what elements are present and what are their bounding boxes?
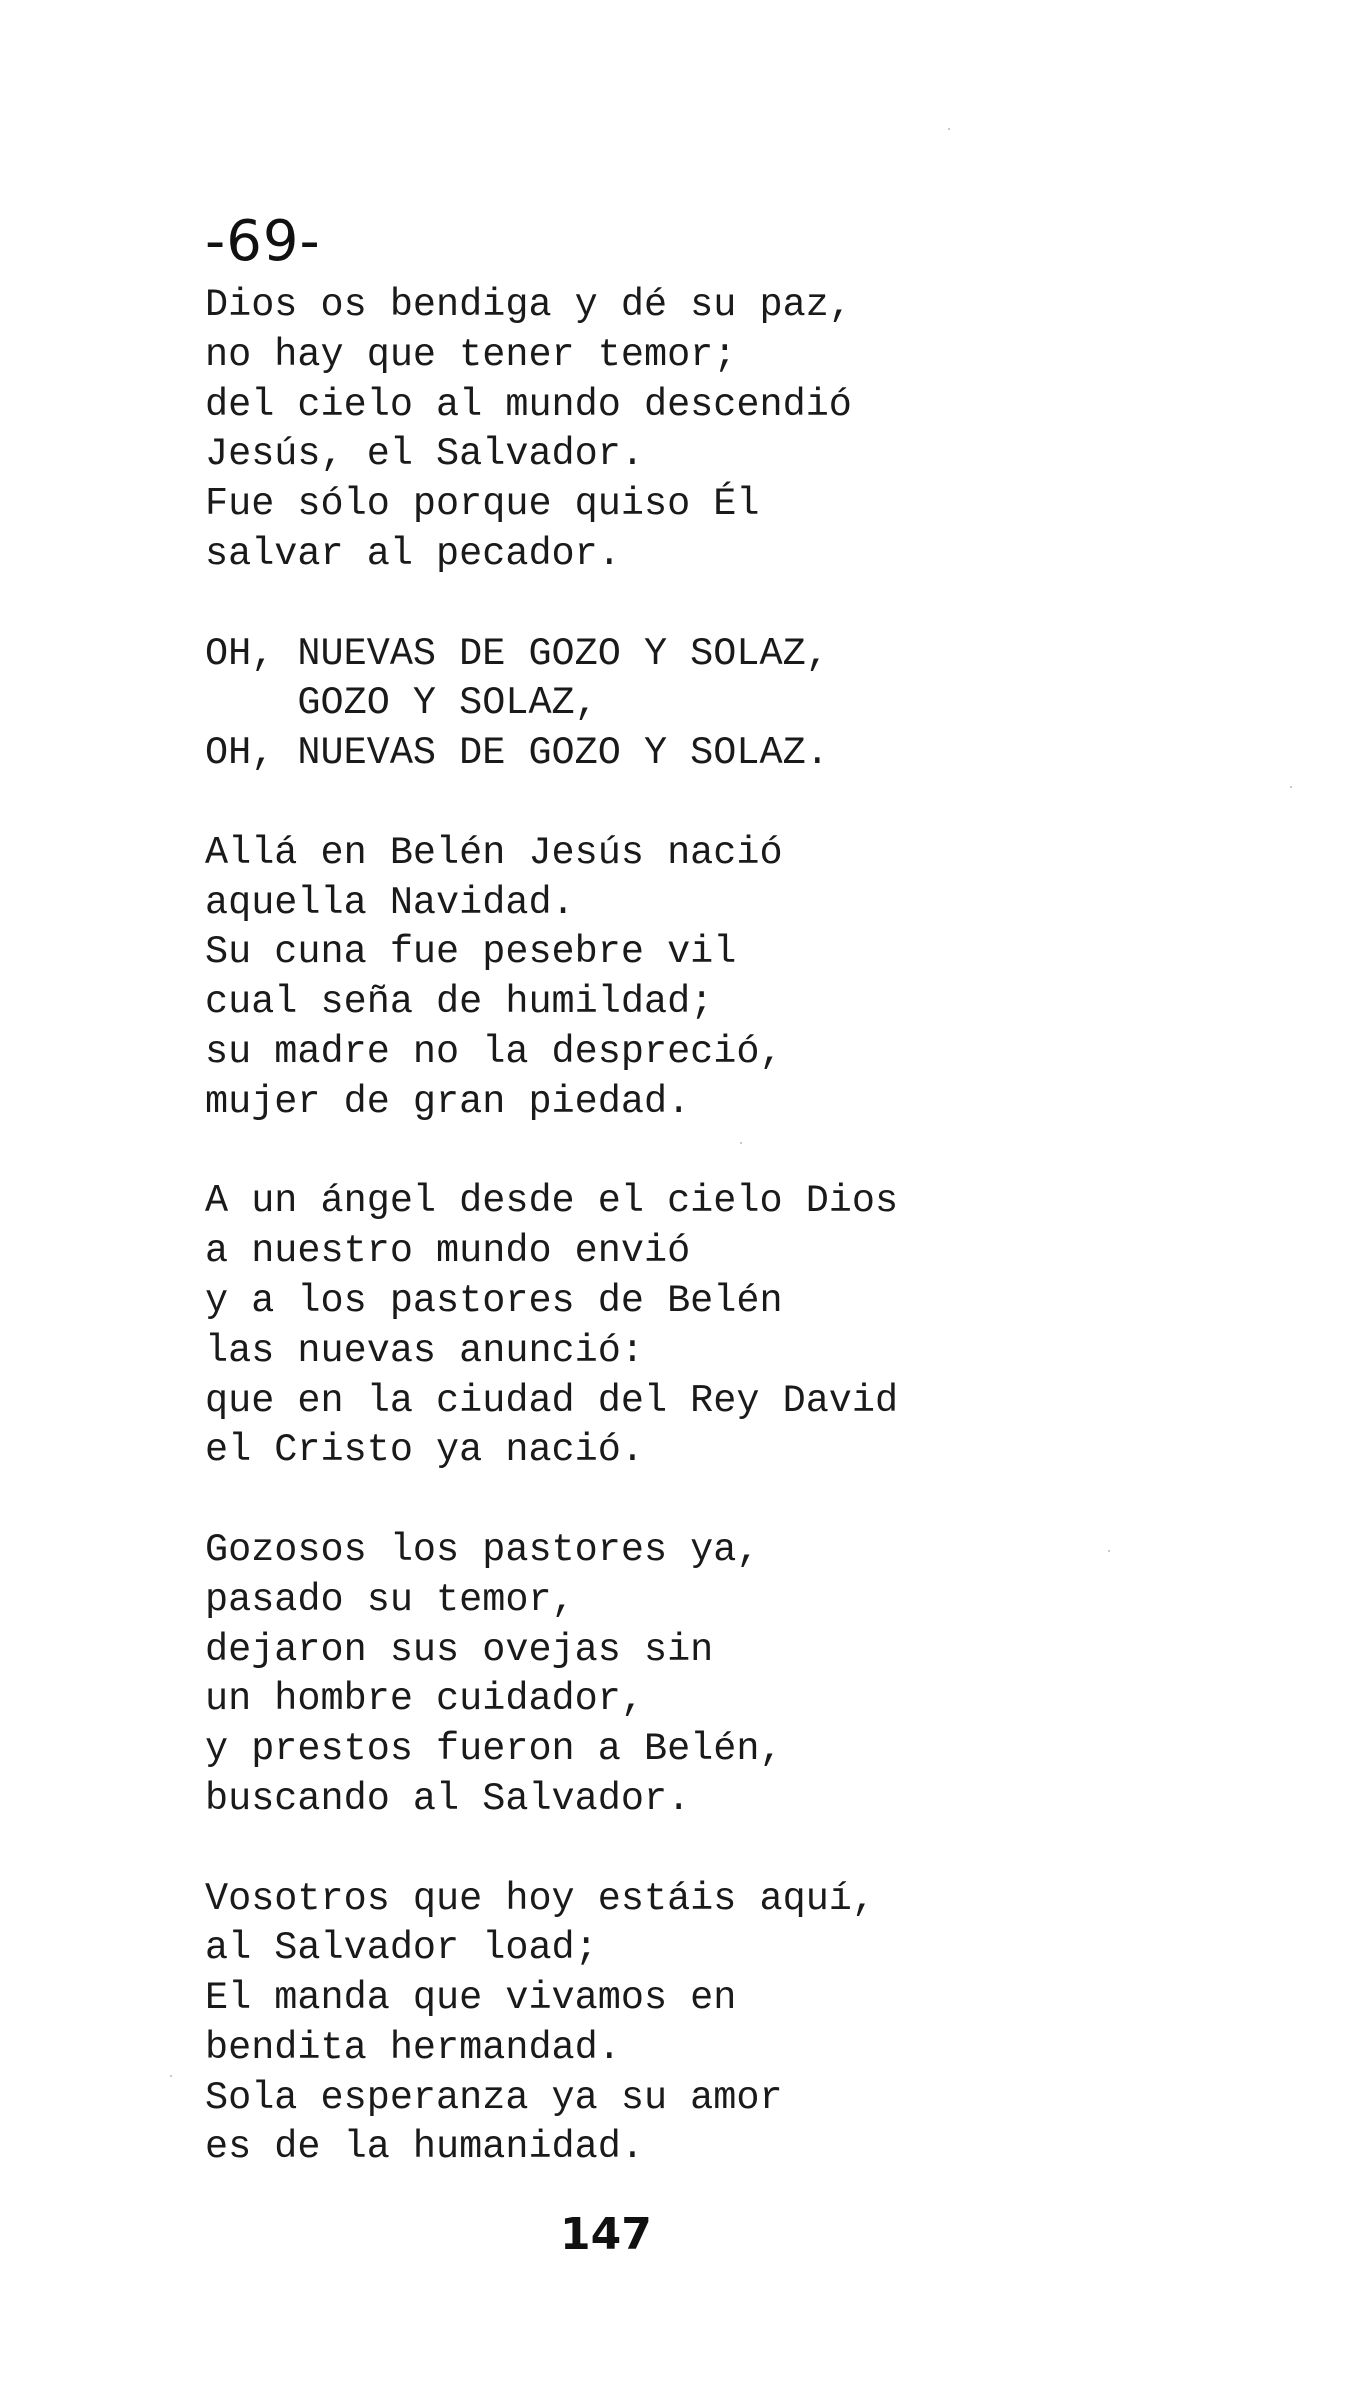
- verse-line: buscando al Salvador.: [205, 1776, 691, 1821]
- verse-line: y a los pastores de Belén: [205, 1278, 783, 1323]
- verse-line: mujer de gran piedad.: [205, 1079, 691, 1124]
- verse-line: un hombre cuidador,: [205, 1677, 644, 1722]
- verse-line: bendita hermandad.: [205, 2025, 621, 2070]
- verse-line: Fue sólo porque quiso Él: [205, 482, 760, 527]
- stanza-4: [205, 1526, 898, 1825]
- stanza-5: [205, 1875, 898, 2174]
- verse-line: pasado su temor,: [205, 1577, 575, 1622]
- scan-speck: [170, 2075, 172, 2077]
- chorus: [205, 630, 898, 779]
- page-number: 147: [560, 2209, 652, 2260]
- scan-speck: [1290, 786, 1292, 788]
- chorus-line: GOZO Y SOLAZ,: [205, 681, 598, 726]
- verse-line: que en la ciudad del Rey David: [205, 1378, 899, 1423]
- verse-line: las nuevas anunció:: [205, 1328, 644, 1373]
- stanza-2: [205, 829, 898, 1128]
- hymn-number: -69-: [205, 209, 321, 274]
- verse-line: A un ángel desde el cielo Dios: [205, 1179, 899, 1224]
- verse-line: aquella Navidad.: [205, 880, 575, 925]
- verse-line: no hay que tener temor;: [205, 332, 737, 377]
- verse-line: Allá en Belén Jesús nació: [205, 830, 783, 875]
- verse-line: al Salvador load;: [205, 1926, 598, 1971]
- verse-line: Dios os bendiga y dé su paz,: [205, 283, 852, 327]
- verse-line: a nuestro mundo envió: [205, 1229, 691, 1274]
- verse-line: su madre no la despreció,: [205, 1029, 783, 1074]
- scan-speck: [948, 128, 950, 130]
- chorus-line: OH, NUEVAS DE GOZO Y SOLAZ.: [205, 731, 829, 776]
- verse-line: es de la humanidad.: [205, 2125, 644, 2170]
- verse-line: del cielo al mundo descendió: [205, 382, 852, 427]
- verse-line: Jesús, el Salvador.: [205, 432, 644, 477]
- verse-line: El manda que vivamos en: [205, 1976, 737, 2021]
- verse-line: dejaron sus ovejas sin: [205, 1627, 714, 1672]
- verse-line: Gozosos los pastores ya,: [205, 1527, 760, 1572]
- scan-speck: [740, 1142, 742, 1144]
- verse-line: el Cristo ya nació.: [205, 1428, 644, 1473]
- verse-line: Su cuna fue pesebre vil: [205, 930, 737, 975]
- stanza-3: [205, 1177, 898, 1476]
- stanza-1: [205, 281, 898, 580]
- verse-line: cual seña de humildad;: [205, 980, 714, 1025]
- scan-speck: [1108, 1550, 1110, 1552]
- hymn-text: [205, 281, 898, 2223]
- verse-line: Sola esperanza ya su amor: [205, 2075, 783, 2120]
- chorus-line: OH, NUEVAS DE GOZO Y SOLAZ,: [205, 631, 829, 676]
- verse-line: Vosotros que hoy estáis aquí,: [205, 1876, 876, 1921]
- verse-line: y prestos fueron a Belén,: [205, 1727, 783, 1772]
- verse-line: salvar al pecador.: [205, 531, 621, 576]
